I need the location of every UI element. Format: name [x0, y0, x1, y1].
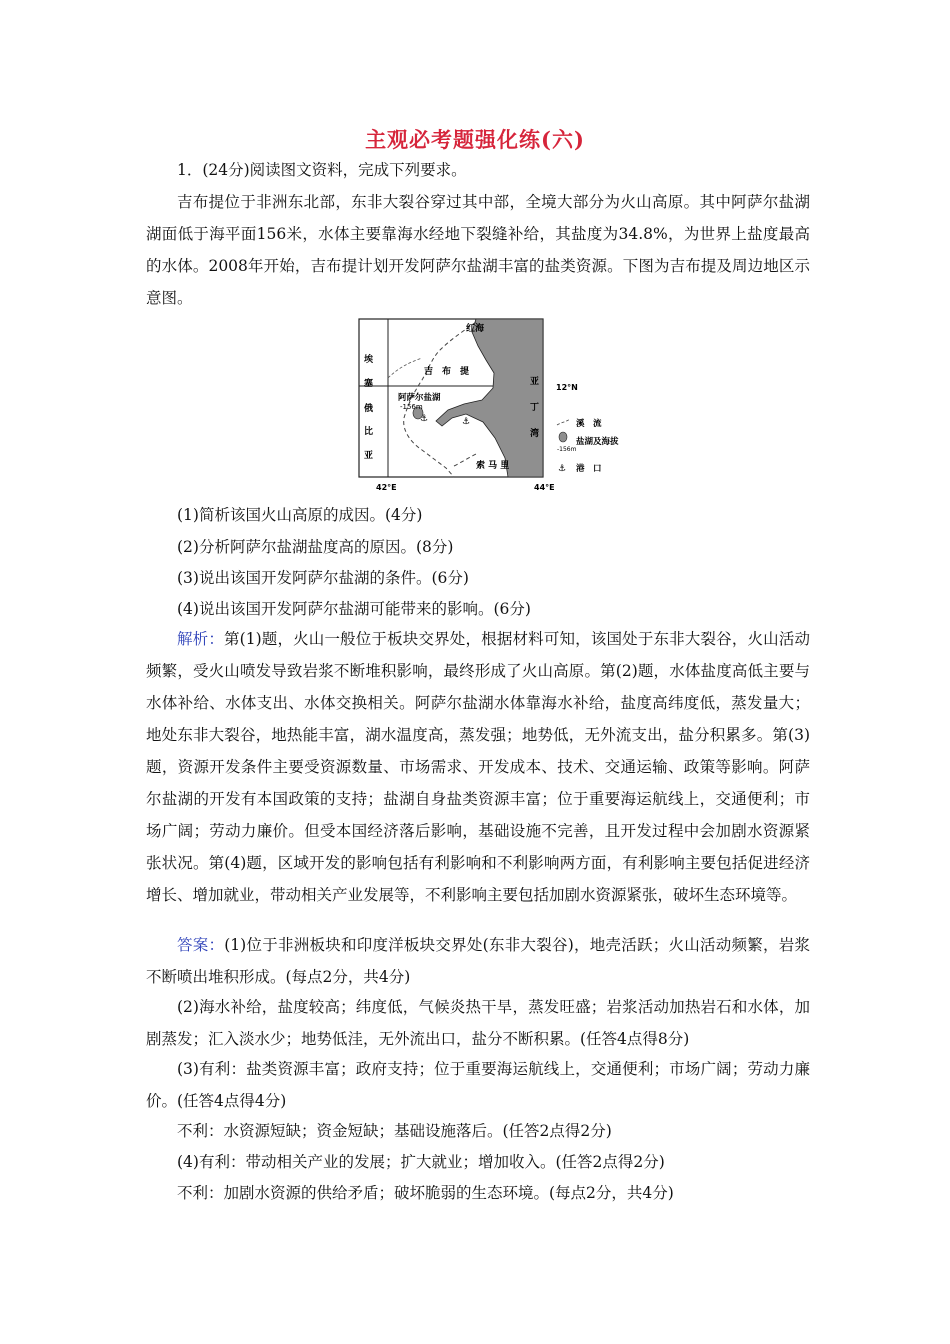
gulf-char: 亚	[530, 377, 540, 387]
answer-3: (3)有利：盐类资源丰富；政府支持；位于重要海运航线上，交通便利；市场广阔；劳动力廉价。(任答4点得4分)	[146, 1060, 810, 1110]
answer-4-disadvantage: 不利：加剧水资源的供给矛盾；破坏脆弱的生态环境。(每点2分，共4分)	[177, 1184, 674, 1202]
answer-label: 答案：	[177, 936, 225, 954]
ethiopia-char: 塞	[364, 379, 374, 389]
ethiopia-char: 埃	[364, 355, 374, 365]
lake-depth: -156m	[400, 403, 423, 411]
somalia-label: 索 马 里	[476, 461, 510, 471]
sub-question-2: (2)分析阿萨尔盐湖盐度高的原因。(8分)	[177, 538, 454, 556]
red-sea-label: 红海	[466, 324, 485, 334]
lake-legend-icon	[559, 432, 567, 442]
question-header: 1．(24分)阅读图文资料，完成下列要求。	[177, 161, 467, 179]
port-icon: ⚓	[420, 414, 429, 424]
analysis-text: 第(1)题，火山一般位于板块交界处，根据材料可知，该国处于东非大裂谷，火山活动频繁，受火山喷发导致岩浆不断堆积影响，最终形成了火山高原。第(2)题，水体盐度高低主要与水体补给、水体支出、水体交换相关。阿萨尔盐湖水体靠海水补给，盐度高纬度低，蒸发量大；地处东非大裂谷，地热能丰富，湖水温度高，蒸发强；地势低，无外流支出，盐分积累多。第(3)题，资源开发条件主要受资源数量、市场需求、开发成本、技术、交通运输、政策等影响。阿萨尔盐湖的开发有本国政策的支持；盐湖自身盐类资源丰富；位于重要海运航线上，交通便利；市场广阔；劳动力廉价。但受本国经济落后影响，基础设施不完善，且开发过程中会加剧水资源紧张状况。第(4)题，区域开发的影响包括有利影响和不利影响两方面，有利影响主要包括促进经济增长、增加就业，带动相关产业发展等，不利影响主要包括加剧水资源紧张，破坏生态环境等。	[146, 630, 810, 904]
gulf-char: 丁	[530, 403, 540, 413]
djibouti-label: 吉 布 提	[424, 367, 470, 377]
answer-4: (4)有利：带动相关产业的发展；扩大就业；增加收入。(任答2点得2分)	[177, 1153, 665, 1171]
gulf-char: 湾	[530, 429, 540, 439]
analysis-paragraph	[146, 623, 810, 911]
port-legend-icon: ⚓	[558, 464, 567, 474]
legend-lake-depth: -156m	[557, 446, 577, 453]
legend-port: 港 口	[576, 464, 602, 474]
sub-question-4: (4)说出该国开发阿萨尔盐湖可能带来的影响。(6分)	[177, 600, 531, 618]
page-title: 主观必考题强化练(六)	[365, 127, 585, 152]
legend-lake: 盐湖及海拔	[576, 437, 619, 447]
port-icon: ⚓	[462, 417, 471, 427]
latitude-label: 12°N	[556, 383, 578, 392]
stream-legend-icon	[557, 419, 570, 425]
ethiopia-char: 俄	[364, 404, 374, 414]
sub-question-3: (3)说出该国开发阿萨尔盐湖的条件。(6分)	[177, 569, 469, 587]
analysis-label: 解析：	[177, 630, 225, 648]
ethiopia-char: 亚	[364, 451, 374, 461]
question-material: 吉布提位于非洲东北部，东非大裂谷穿过其中部，全境大部分为火山高原。其中阿萨尔盐湖湖面低于海平面156米，水体主要靠海水经地下裂缝补给，其盐度为34.8%，为世界上盐度最高的水体。2008年开始，吉布提计划开发阿萨尔盐湖丰富的盐类资源。下图为吉布提及周边地区示意图。	[146, 193, 810, 307]
longitude-right-label: 44°E	[534, 483, 555, 492]
sub-question-1: (1)简析该国火山高原的成因。(4分)	[177, 506, 423, 524]
answer-paragraph-1	[146, 929, 810, 993]
answer-1: (1)位于非洲板块和印度洋板块交界处(东非大裂谷)，地壳活跃；火山活动频繁，岩浆不断喷出堆积形成。(每点2分，共4分)	[146, 936, 810, 986]
lake-label: 阿萨尔盐湖	[398, 393, 441, 403]
legend-stream: 溪 流	[576, 419, 602, 429]
answer-3-disadvantage: 不利：水资源短缺；资金短缺；基础设施落后。(任答2点得2分)	[177, 1122, 612, 1140]
answer-2: (2)海水补给，盐度较高；纬度低，气候炎热干旱，蒸发旺盛；岩浆活动加热岩石和水体，加剧蒸发；汇入淡水少；地势低洼，无外流出口，盐分不断积累。(任答4点得8分)	[146, 998, 810, 1048]
ethiopia-char: 比	[364, 427, 374, 437]
longitude-left-label: 42°E	[376, 483, 397, 492]
djibouti-map	[358, 318, 628, 494]
